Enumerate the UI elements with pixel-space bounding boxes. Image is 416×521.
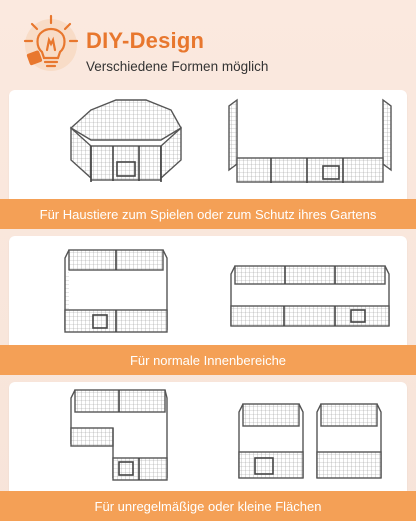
rectangle-pen-image [229, 264, 391, 334]
header [0, 0, 416, 86]
page-subtitle: Verschiedene Formen möglich [86, 59, 269, 74]
page-title: DIY-Design [86, 28, 205, 53]
small-pen-right-image [315, 402, 383, 482]
square-pen-image [61, 248, 171, 338]
caption-band-3: Für unregelmäßige oder kleine Flächen [0, 491, 416, 521]
octagon-pen-image [61, 98, 191, 188]
lightbulb-icon [22, 14, 80, 76]
straight-fence-image [227, 100, 393, 190]
caption-band-1: Für Haustiere zum Spielen oder zum Schutz ihres Gartens [0, 199, 416, 229]
caption-band-2: Für normale Innenbereiche [0, 345, 416, 375]
small-pen-left-image [237, 402, 305, 482]
l-shaped-pen-image [61, 388, 171, 482]
